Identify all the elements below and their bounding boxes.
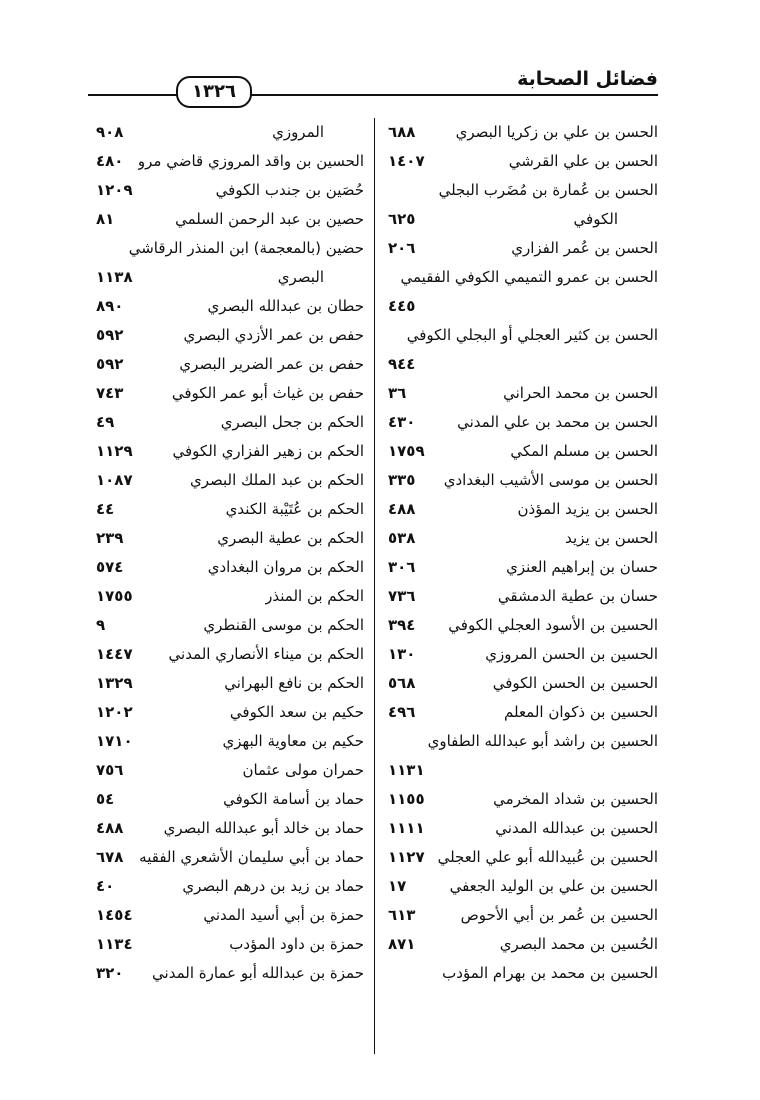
- index-entry: [96, 640, 364, 669]
- entry-page-refs: ٤٨٠: [96, 152, 124, 170]
- entry-page-refs: ١٤٤٧: [96, 645, 133, 663]
- entry-page-refs: ٢٠٦: [388, 239, 416, 257]
- entry-page-refs: ٧٣٦: [388, 587, 416, 605]
- entry-name: الحسن بن يزيد المؤذن: [517, 500, 658, 518]
- index-entry: [388, 959, 658, 988]
- entry-name: حسان بن عطية الدمشقي: [497, 587, 658, 605]
- page-number: ١٣٢٦: [176, 76, 252, 108]
- entry-page-refs: ١١٥٥: [388, 790, 425, 808]
- header-rule: [88, 94, 658, 96]
- entry-name: الحسين بن الحسن الكوفي: [492, 674, 658, 692]
- index-entry: [96, 466, 364, 495]
- entry-page-refs: ٦١٣: [388, 906, 416, 924]
- entry-page-refs: ٣٦: [388, 384, 407, 402]
- entry-name: الحسين بن علي بن الوليد الجعفي: [449, 877, 658, 895]
- entry-name: الحسين بن الحسن المروزي: [485, 645, 658, 663]
- entry-page-refs: ٥٣٨: [388, 529, 416, 547]
- entry-name: الحكم بن ميناء الأنصاري المدني: [168, 645, 364, 663]
- index-entry: [96, 524, 364, 553]
- index-entry: [96, 321, 364, 350]
- index-entry: [388, 379, 658, 408]
- entry-name: حُصَين بن جندب الكوفي: [215, 181, 364, 199]
- index-entry: [388, 118, 658, 147]
- entry-page-refs: ١٧٥٥: [96, 587, 133, 605]
- index-entry: [96, 785, 364, 814]
- entry-name: الحسين بن عبدالله المدني: [495, 819, 658, 837]
- entry-page-refs: ١٤٥٤: [96, 906, 133, 924]
- right-column: [388, 118, 658, 988]
- entry-page-refs: ١١٣١: [388, 761, 425, 779]
- entry-page-refs: ٣٠٦: [388, 558, 416, 576]
- index-entry: [388, 814, 658, 843]
- entry-page-refs: ٥٤: [96, 790, 115, 808]
- entry-page-refs: ٦٧٨: [96, 848, 124, 866]
- entry-name: حفص بن غياث أبو عمر الكوفي: [171, 384, 364, 402]
- entry-page-refs: ٤٨٨: [96, 819, 124, 837]
- index-entry: [388, 408, 658, 437]
- entry-name: حمزة بن أبي أسيد المدني: [203, 906, 364, 924]
- entry-page-refs: ٩: [96, 616, 106, 634]
- entry-page-refs: ٥٩٢: [96, 326, 124, 344]
- entry-page-refs: ١٧٥٩: [388, 442, 425, 460]
- entry-name: حماد بن أسامة الكوفي: [223, 790, 364, 808]
- entry-name: حسان بن إبراهيم العنزي: [506, 558, 658, 576]
- entry-name: الحسين بن عُمر بن أبي الأحوص: [460, 906, 658, 924]
- entry-name: الحسن بن عُمارة بن مُضَرب البجلي: [438, 181, 658, 199]
- index-entry: [96, 234, 364, 263]
- entry-page-refs: ١١١١: [388, 819, 425, 837]
- entry-page-refs: ٤٨٨: [388, 500, 416, 518]
- index-entry: [96, 901, 364, 930]
- index-entry: [388, 321, 658, 350]
- entry-name: الحسين بن شداد المخرمي: [493, 790, 658, 808]
- page-header: [88, 68, 658, 102]
- index-entry: [96, 292, 364, 321]
- entry-page-refs: ٣٢٠: [96, 964, 124, 982]
- entry-page-refs: ٩٤٤: [388, 355, 416, 373]
- entry-name: حماد بن أبي سليمان الأشعري الفقيه: [139, 848, 364, 866]
- entry-name: الحسن بن محمد الحراني: [503, 384, 658, 402]
- index-entry: [388, 843, 658, 872]
- entry-name: الحسن بن محمد بن علي المدني: [457, 413, 658, 431]
- entry-name: الحسن بن علي القرشي: [508, 152, 658, 170]
- entry-page-refs: ١٧١٠: [96, 732, 133, 750]
- entry-page-refs: ١٠٨٧: [96, 471, 133, 489]
- index-entry: [96, 495, 364, 524]
- entry-page-refs: ١٢٠٢: [96, 703, 133, 721]
- entry-page-refs: ٩٠٨: [96, 123, 124, 141]
- entry-page-refs: ١١٢٧: [388, 848, 425, 866]
- entry-name: الحكم بن عبد الملك البصري: [189, 471, 364, 489]
- index-entry: [388, 524, 658, 553]
- entry-page-refs: ٢٣٩: [96, 529, 124, 547]
- index-entry: [96, 698, 364, 727]
- index-entry: [96, 263, 364, 292]
- index-entry: [96, 118, 364, 147]
- entry-page-refs: ٤٩: [96, 413, 115, 431]
- entry-name: الحسين بن محمد بن بهرام المؤدب: [442, 964, 658, 982]
- entry-name: الحسن بن كثير العجلي أو البجلي الكوفي: [406, 326, 658, 344]
- entry-page-refs: ٤٤: [96, 500, 115, 518]
- index-entry: [388, 176, 658, 205]
- entry-page-refs: ٤٤٥: [388, 297, 416, 315]
- entry-page-refs: ٨٧١: [388, 935, 416, 953]
- index-entry: [388, 698, 658, 727]
- entry-name: الحكم بن جحل البصري: [220, 413, 364, 431]
- entry-name: حكيم بن سعد الكوفي: [229, 703, 364, 721]
- entry-name: الحسن بن علي بن زكريا البصري: [455, 123, 658, 141]
- entry-name: الحكم بن موسى القنطري: [203, 616, 364, 634]
- index-entry: [388, 437, 658, 466]
- entry-page-refs: ٧٥٦: [96, 761, 124, 779]
- entry-name: الحسين بن واقد المروزي قاضي مرو: [137, 152, 364, 170]
- index-entry: [96, 379, 364, 408]
- index-entry: [96, 959, 364, 988]
- index-entry: [388, 872, 658, 901]
- index-entry: [96, 350, 364, 379]
- entry-page-refs: ٣٩٤: [388, 616, 416, 634]
- book-title: فضائل الصحابة: [517, 68, 658, 90]
- entry-name: حمزة بن داود المؤدب: [229, 935, 364, 953]
- entry-name: الحكم بن زهير الفزاري الكوفي: [172, 442, 364, 460]
- entry-page-refs: ٦٢٥: [388, 210, 416, 228]
- entry-name: الحكم بن نافع البهراني: [224, 674, 364, 692]
- entry-name: حماد بن زيد بن درهم البصري: [182, 877, 364, 895]
- entry-name: المروزي: [272, 123, 324, 141]
- index-entry: [388, 292, 658, 321]
- index-entry: [388, 669, 658, 698]
- index-entry: [96, 582, 364, 611]
- index-entry: [96, 553, 364, 582]
- entry-name: الحكم بن مروان البغدادي: [207, 558, 364, 576]
- left-column: [96, 118, 364, 988]
- entry-page-refs: ١٧: [388, 877, 407, 895]
- index-entry: [388, 930, 658, 959]
- entry-page-refs: ٥٩٢: [96, 355, 124, 373]
- index-entry: [96, 147, 364, 176]
- index-entry: [96, 205, 364, 234]
- entry-page-refs: ٥٦٨: [388, 674, 416, 692]
- entry-name: حمران مولى عثمان: [242, 761, 364, 779]
- index-entry: [388, 582, 658, 611]
- entry-page-refs: ٣٣٥: [388, 471, 416, 489]
- entry-name: حطان بن عبدالله البصري: [207, 297, 364, 315]
- entry-name: الحكم بن عُتَيْبة الكندي: [225, 500, 364, 518]
- entry-name: حكيم بن معاوية البهزي: [222, 732, 364, 750]
- index-entry: [388, 901, 658, 930]
- index-entry: [96, 756, 364, 785]
- index-entry: [388, 756, 658, 785]
- index-columns: [96, 118, 658, 1048]
- index-entry: [388, 350, 658, 379]
- index-entry: [96, 437, 364, 466]
- entry-name: الحسين بن عُبيدالله أبو علي العجلي: [437, 848, 658, 866]
- index-entry: [96, 727, 364, 756]
- entry-name: الحسن بن موسى الأشيب البغدادي: [443, 471, 658, 489]
- entry-name: حفص بن عمر الأزدي البصري: [183, 326, 364, 344]
- index-entry: [388, 611, 658, 640]
- entry-name: الحكم بن عطية البصري: [217, 529, 364, 547]
- entry-name: الحسين بن الأسود العجلي الكوفي: [448, 616, 658, 634]
- index-entry: [388, 727, 658, 756]
- entry-page-refs: ٧٤٣: [96, 384, 124, 402]
- index-entry: [96, 176, 364, 205]
- index-entry: [388, 234, 658, 263]
- entry-page-refs: ٤٩٦: [388, 703, 416, 721]
- index-entry: [388, 147, 658, 176]
- entry-name: الحسين بن ذكوان المعلم: [504, 703, 658, 721]
- entry-name: الحُسين بن محمد البصري: [499, 935, 658, 953]
- index-entry: [96, 843, 364, 872]
- entry-name: الكوفي: [573, 210, 618, 228]
- entry-name: حضين (بالمعجمة) ابن المنذر الرقاشي: [128, 239, 364, 257]
- entry-name: الحسين بن راشد أبو عبدالله الطفاوي: [427, 732, 658, 750]
- entry-name: البصري: [277, 268, 324, 286]
- entry-page-refs: ١١٣٨: [96, 268, 133, 286]
- index-entry: [96, 930, 364, 959]
- entry-name: حمزة بن عبدالله أبو عمارة المدني: [152, 964, 364, 982]
- entry-page-refs: ١٣٢٩: [96, 674, 133, 692]
- entry-name: الحسن بن مسلم المكي: [510, 442, 658, 460]
- entry-name: حصين بن عبد الرحمن السلمي: [175, 210, 364, 228]
- entry-page-refs: ٤٠: [96, 877, 115, 895]
- entry-page-refs: ١٣٠: [388, 645, 416, 663]
- index-entry: [96, 408, 364, 437]
- entry-page-refs: ٦٨٨: [388, 123, 416, 141]
- entry-name: الحسن بن يزيد: [565, 529, 658, 547]
- index-entry: [388, 785, 658, 814]
- index-entry: [388, 553, 658, 582]
- entry-page-refs: ١٤٠٧: [388, 152, 425, 170]
- index-entry: [388, 495, 658, 524]
- index-entry: [388, 466, 658, 495]
- column-divider: [374, 118, 375, 1054]
- index-entry: [96, 669, 364, 698]
- entry-page-refs: ١١٣٤: [96, 935, 133, 953]
- index-entry: [96, 611, 364, 640]
- entry-name: الحكم بن المنذر: [265, 587, 364, 605]
- index-entry: [388, 640, 658, 669]
- entry-page-refs: ٥٧٤: [96, 558, 124, 576]
- index-entry: [96, 814, 364, 843]
- entry-page-refs: ١٢٠٩: [96, 181, 133, 199]
- index-entry: [96, 872, 364, 901]
- entry-name: حفص بن عمر الضرير البصري: [179, 355, 364, 373]
- entry-name: الحسن بن عُمر الفزاري: [511, 239, 658, 257]
- entry-page-refs: ٤٣٠: [388, 413, 416, 431]
- entry-page-refs: ٨٩٠: [96, 297, 124, 315]
- entry-page-refs: ٨١: [96, 210, 115, 228]
- entry-page-refs: ١١٢٩: [96, 442, 133, 460]
- entry-name: حماد بن خالد أبو عبدالله البصري: [163, 819, 364, 837]
- entry-name: الحسن بن عمرو التميمي الكوفي الفقيمي: [400, 268, 658, 286]
- index-entry: [388, 263, 658, 292]
- index-entry: [388, 205, 658, 234]
